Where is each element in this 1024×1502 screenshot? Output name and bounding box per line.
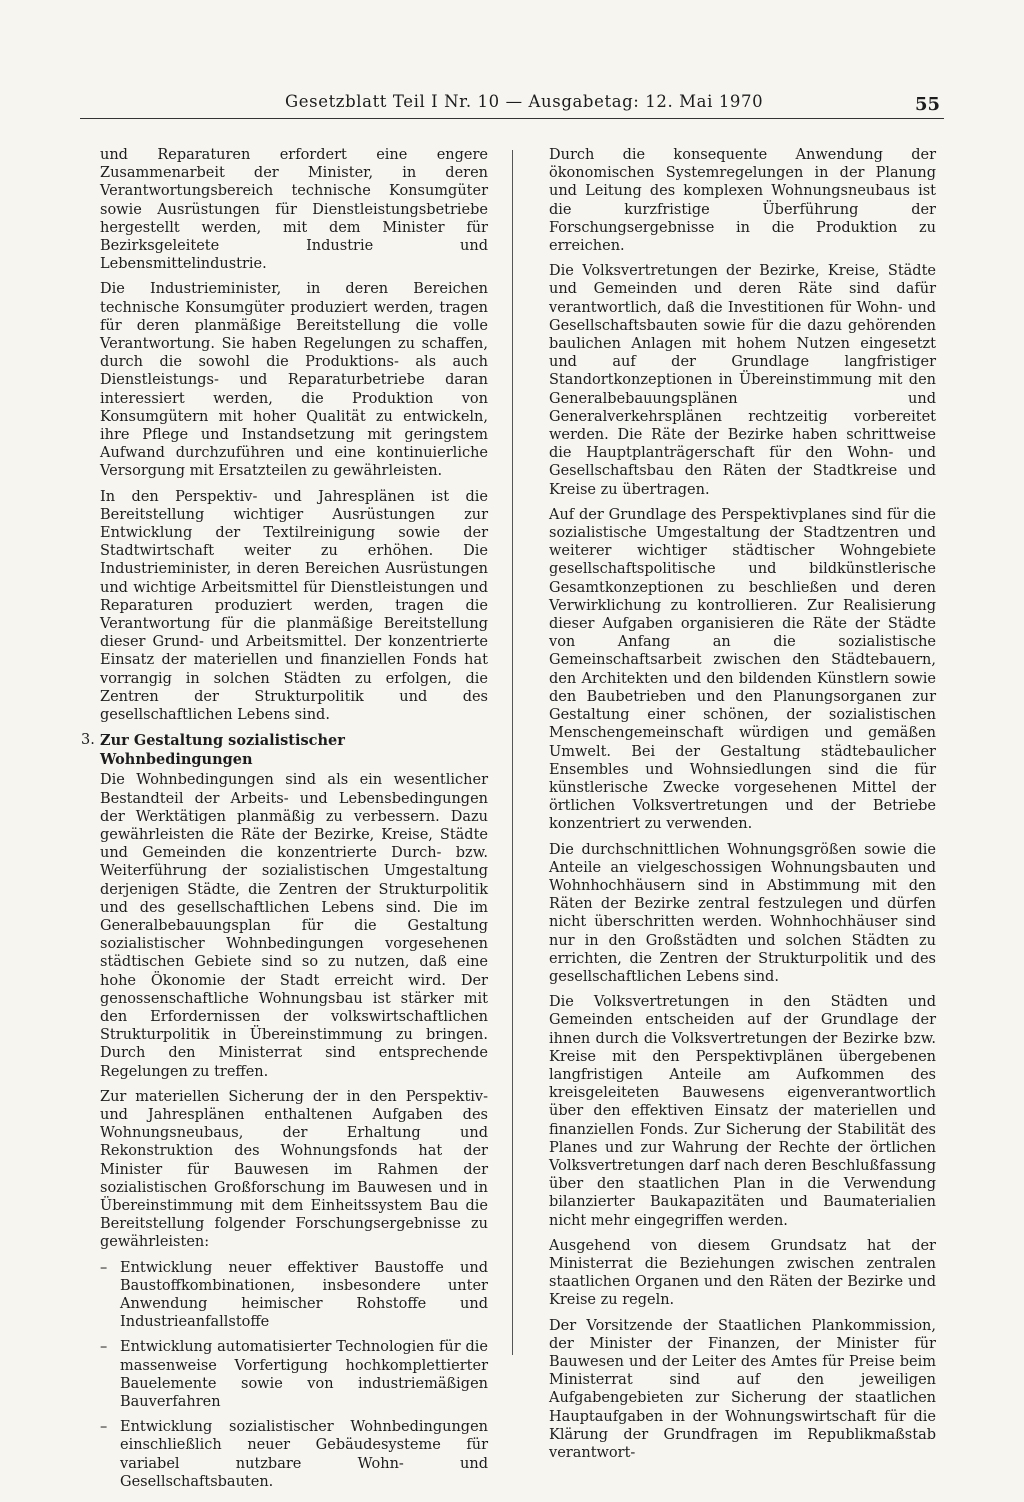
section-number: 3. — [81, 732, 95, 749]
paragraph: Die Volksvertretungen in den Städten und Gemeinden entscheiden auf der Grundlage der ihnen durch die Volksvertretungen der Bezirke bzw. Kreise mit den Perspektivplänen übergebenen langfristigen Anteile am Aufkommen des kreisgeleiteten Bauwesens eigenverantwortlich über den effektiven Einsatz der materiellen und finanziellen Fonds. Zur Sicherung der Stabilität des Planes und zur Wahrung der Rechte der örtlichen Volksvertretungen darf nach deren Beschlußfassung über den staatlichen Plan in die Verwendung bilanzierter Baukapazitäten und Baumaterialien nicht mehr eingegriffen werden. — [549, 994, 936, 1229]
paragraph: Der Vorsitzende der Staatlichen Plankommission, der Minister der Finanzen, der Minister für Bauwesen und der Leiter des Amtes für Preise beim Ministerrat sind auf den jeweiligen Aufgabengebieten zur Sicherung der staatlichen Hauptaufgaben in der Wohnungswirtschaft für die Klärung der Grundfragen im Republikmaßstab verantwort- — [549, 1317, 936, 1462]
dash-bullet: – — [100, 1419, 108, 1436]
list-item — [100, 1338, 488, 1411]
section-heading — [81, 731, 488, 769]
dash-bullet: – — [100, 1259, 108, 1276]
paragraph: Die Industrieminister, in deren Bereichen technische Konsumgüter produziert werden, tragen für deren planmäßige Bereitstellung die volle Verantwortung. Sie haben Regelungen zu schaffen, durch die sowohl die Produktions- als auch Dienstleistungs- und Reparaturbetriebe daran interessiert werden, die Produktion von Konsumgütern mit hoher Qualität zu entwickeln, ihre Pflege und Instandsetzung mit geringstem Aufwand durchzuführen und eine kontinuierliche Versorgung mit Ersatzteilen zu gewährleisten. — [100, 281, 488, 480]
page-number: 55 — [914, 94, 940, 115]
list-item — [100, 1259, 488, 1332]
paragraph: Durch die konsequente Anwendung der ökonomischen Systemregelungen in der Planung und Leitung des komplexen Wohnungsneubaus ist die kurzfristige Überführung der Forschungsergebnisse in die Produktion zu erreichen. — [549, 147, 936, 255]
dash-bullet: – — [100, 1339, 108, 1356]
list-item-text: Entwicklung neuer effektiver Baustoffe und Baustoffkombinationen, insbesondere unter Anwendung heimischer Rohstoffe und Industrieanfallstoffe — [120, 1259, 488, 1331]
paragraph: Die Volksvertretungen der Bezirke, Kreise, Städte und Gemeinden und deren Räte sind dafür verantwortlich, daß die Investitionen für Wohn- und Gesellschaftsbauten sowie für die dazu gehörenden baulichen Anlagen mit hohem Nutzen eingesetzt und auf der Grundlage langfristiger Standortkonzeptionen in Übereinstimmung mit den Generalbebauungsplänen und Generalverkehrsplänen rechtzeitig vorbereitet werden. Die Räte der Bezirke haben schrittweise die Hauptplanträgerschaft für den Wohn- und Gesellschaftsbau den Räten der Stadtkreise und Kreise zu übertragen. — [549, 263, 936, 498]
list-item-text: Entwicklung sozialistischer Wohnbedingungen einschließlich neuer Gebäudesysteme für variabel nutzbare Wohn- und Gesellschaftsbauten. — [120, 1419, 488, 1490]
left-column — [81, 146, 488, 1498]
paragraph: In den Perspektiv- und Jahresplänen ist die Bereitstellung wichtiger Ausrüstungen zur Entwicklung der Textilreinigung sowie der Stadtwirtschaft weiter zu erhöhen. Die Industrieminister, in deren Bereichen Ausrüstungen und wichtige Arbeitsmittel für Dienstleistungen und Reparaturen produziert werden, tragen die Verantwortung für die planmäßige Bereitstellung dieser Grund- und Arbeitsmittel. Der konzentrierte Einsatz der materiellen und finanziellen Fonds hat vorrangig in solchen Städten zu erfolgen, die Zentren der Strukturpolitik und des gesellschaftlichen Lebens sind. — [100, 488, 488, 724]
paragraph: Die Wohnbedingungen sind als ein wesentlicher Bestandteil der Arbeits- und Lebensbedingungen der Werktätigen planmäßig zu verbessern. Dazu gewährleisten die Räte der Bezirke, Kreise, Städte und Gemeinden die konzentrierte Durch- bzw. Weiterführung der sozialistischen Umgestaltung derjenigen Städte, die Zentren der Strukturpolitik und des gesellschaftlichen Lebens sind. Die im Generalbebauungsplan für die Gestaltung sozialistischer Wohnbedingungen vorgesehenen städtischen Gebiete sind so zu nutzen, daß eine hohe Ökonomie der Stadt erreicht wird. Der genossenschaftliche Wohnungsbau ist stärker mit den Erfordernissen der volkswirtschaftlichen Strukturpolitik in Übereinstimmung zu bringen. Durch den Ministerrat sind entsprechende Regelungen zu treffen. — [100, 772, 488, 1080]
header-title: Gesetzblatt Teil I Nr. 10 — Ausgabetag: 12. Mai 1970 — [285, 92, 764, 111]
page-header — [80, 88, 944, 119]
list-item-text: Entwicklung automatisierter Technologien für die massenweise Vorfertigung hochkomplettierter Bauelemente sowie von industriemäßigen Bauverfahren — [120, 1339, 488, 1410]
paragraph: Auf der Grundlage des Perspektivplanes sind für die sozialistische Umgestaltung der Stadtzentren und weiterer wichtiger städtischer Wohngebiete gesellschaftspolitische und bildkünstlerische Gesamtkonzeptionen zu beschließen und deren Verwirklichung zu kontrollieren. Zur Realisierung dieser Aufgaben organisieren die Räte der Städte von Anfang an die sozialistische Gemeinschaftsarbeit zwischen den Städtebauern, den Architekten und den bildenden Künstlern sowie den Baubetrieben und den Planungsorganen zur Gestaltung einer schönen, der sozialistischen Menschengemeinschaft würdigen und gemäßen Umwelt. Bei der Gestaltung städtebaulicher Ensembles und Wohnsiedlungen sind die für künstlerische Zwecke vorgesehenen Mittel der örtlichen Volksvertretungen und der Betriebe konzentriert zu verwenden. — [549, 506, 936, 833]
paragraph: und Reparaturen erfordert eine engere Zusammenarbeit der Minister, in deren Verantwortungsbereich technische Konsumgüter sowie Ausrüstungen für Dienstleistungsbetriebe hergestellt werden, mit dem Minister für Bezirksgeleitete Industrie und Lebensmittelindustrie. — [100, 147, 488, 273]
paragraph: Die durchschnittlichen Wohnungsgrößen sowie die Anteile an vielgeschossigen Wohnungsbauten und Wohnhochhäusern sind in Abstimmung mit den Räten der Bezirke zentral festzulegen und dürfen nicht überschritten werden. Wohnhochhäuser sind nur in den Großstädten und solchen Städten zu errichten, die Zentren der Strukturpolitik und des gesellschaftlichen Lebens sind. — [549, 841, 936, 985]
section-title: Zur Gestaltung sozialistischer Wohnbedingungen — [100, 732, 345, 769]
column-divider — [512, 150, 513, 1355]
right-column — [549, 146, 936, 1469]
paragraph: Zur materiellen Sicherung der in den Perspektiv- und Jahresplänen enthaltenen Aufgaben des Wohnungsneubaus, der Erhaltung und Rekonstruktion des Wohnungsfonds hat der Minister für Bauwesen im Rahmen der sozialistischen Großforschung im Bauwesen und in Übereinstimmung mit dem Einheitssystem Bau die Bereitstellung folgender Forschungsergebnisse zu gewährleisten: — [100, 1088, 488, 1251]
paragraph: Ausgehend von diesem Grundsatz hat der Ministerrat die Beziehungen zwischen zentralen staatlichen Organen und den Räten der Bezirke und Kreise zu regeln. — [549, 1237, 936, 1309]
list-item — [100, 1418, 488, 1491]
